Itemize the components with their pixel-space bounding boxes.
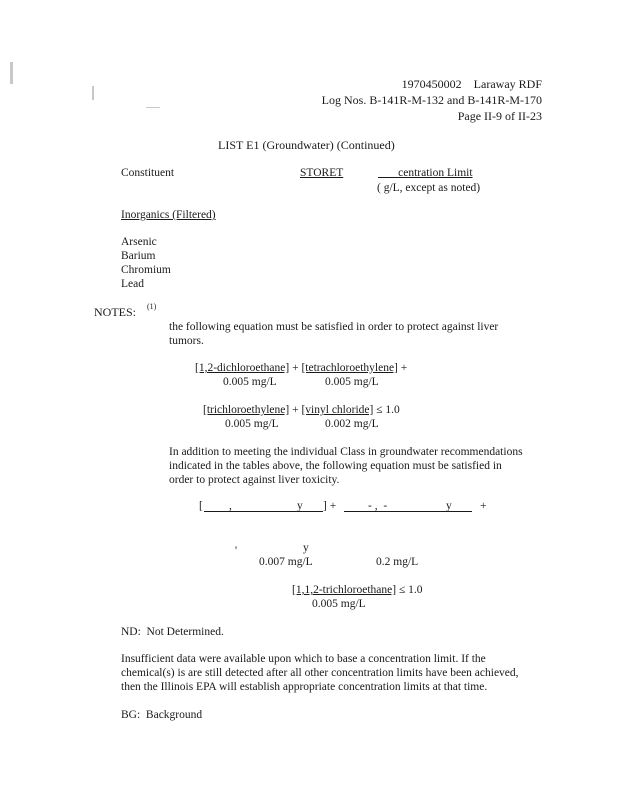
eq1-plus-trailing: + bbox=[397, 362, 408, 374]
scan-speck bbox=[92, 86, 94, 100]
eq3-fragment-3: - , - bbox=[368, 500, 388, 512]
paragraph-line: order to protect against liver toxicity. bbox=[169, 474, 340, 486]
list-item: Lead bbox=[121, 278, 144, 290]
eq4-tail: ≤ 1.0 bbox=[396, 584, 423, 596]
scan-speck bbox=[146, 107, 160, 108]
nd-note: ND: Not Determined. bbox=[121, 626, 224, 638]
column-header-limit-text: centration Limit bbox=[398, 167, 473, 179]
column-header-limit-unit: ( g/L, except as noted) bbox=[377, 182, 481, 194]
notes-intro-line1: the following equation must be satisfied in order to protect against liver bbox=[169, 321, 499, 333]
eq2-term-vinyl-chloride: [vinyl chloride] bbox=[301, 404, 374, 416]
header-permit-line: 1970450002 Laraway RDF bbox=[401, 77, 542, 91]
eq2-term-trichloroethylene: [trichloroethylene] bbox=[203, 404, 290, 416]
list-title: LIST E1 (Groundwater) (Continued) bbox=[218, 138, 395, 152]
eq2-denominator-1: 0.005 mg/L bbox=[225, 418, 279, 430]
eq2-tail: ≤ 1.0 bbox=[373, 404, 400, 416]
column-header-limit bbox=[378, 166, 473, 180]
eq3-mark: ' bbox=[235, 545, 238, 557]
eq3-denominator-2: 0.2 mg/L bbox=[376, 556, 419, 568]
notes-intro-line2: tumors. bbox=[169, 335, 204, 347]
eq2-denominator-2: 0.002 mg/L bbox=[325, 418, 379, 430]
notes-marker: (1) bbox=[147, 302, 157, 311]
paragraph-line: chemical(s) is are still detected after all other concentration limits have been achieved, bbox=[121, 667, 519, 679]
list-item: Arsenic bbox=[121, 236, 157, 248]
section-heading: Inorganics (Filtered) bbox=[121, 209, 216, 221]
eq3-fragment-4: y bbox=[446, 500, 452, 512]
eq3-plus: + bbox=[480, 500, 487, 512]
equation-2-numerators bbox=[203, 403, 400, 417]
eq3-open-bracket: [ bbox=[199, 500, 203, 512]
paragraph-line: indicated in the tables above, the following equation must be satisfied in bbox=[169, 460, 502, 472]
insufficient-data-paragraph bbox=[121, 652, 519, 694]
equation-4-numerator bbox=[292, 583, 423, 597]
list-item: Barium bbox=[121, 250, 156, 262]
eq3-blank-line-2 bbox=[344, 511, 472, 512]
eq1-denominator-1: 0.005 mg/L bbox=[223, 376, 277, 388]
list-item: Chromium bbox=[121, 264, 171, 276]
eq4-denominator: 0.005 mg/L bbox=[312, 598, 366, 610]
eq3-fragment-5: y bbox=[303, 542, 309, 554]
eq3-close-plus: ] + bbox=[323, 500, 337, 512]
eq1-plus: + bbox=[289, 362, 302, 374]
scan-speck bbox=[10, 62, 13, 84]
paragraph-line: Insufficient data were available upon which to base a concentration limit. If the bbox=[121, 653, 486, 665]
eq3-denominator-1: 0.007 mg/L bbox=[259, 556, 313, 568]
paragraph-line: In addition to meeting the individual Class in groundwater recommendations bbox=[169, 446, 523, 458]
column-header-storet: STORET bbox=[300, 167, 344, 179]
eq1-term-dichloroethane: [1,2-dichloroethane] bbox=[195, 362, 290, 374]
eq4-term-trichloroethane: [1,1,2-trichloroethane] bbox=[292, 584, 397, 596]
header-log-numbers: Log Nos. B-141R-M-132 and B-141R-M-170 bbox=[321, 93, 542, 107]
equation-1-numerators bbox=[195, 361, 407, 375]
eq3-fragment-1: , bbox=[229, 500, 232, 512]
constituent-list bbox=[121, 235, 171, 291]
eq1-term-tetrachloroethylene: [tetrachloroethylene] bbox=[301, 362, 398, 374]
eq3-blank-line-1 bbox=[204, 511, 323, 512]
eq2-plus: + bbox=[289, 404, 302, 416]
liver-toxicity-paragraph bbox=[169, 445, 523, 487]
header-page-number: Page II-9 of II-23 bbox=[457, 109, 542, 123]
paragraph-line: then the Illinois EPA will establish appropriate concentration limits at that time. bbox=[121, 681, 488, 693]
column-header-constituent: Constituent bbox=[121, 167, 175, 179]
bg-note: BG: Background bbox=[121, 709, 203, 721]
eq3-fragment-2: y bbox=[297, 500, 303, 512]
eq1-denominator-2: 0.005 mg/L bbox=[325, 376, 379, 388]
notes-label: NOTES: bbox=[94, 305, 136, 319]
document-header bbox=[322, 76, 542, 124]
